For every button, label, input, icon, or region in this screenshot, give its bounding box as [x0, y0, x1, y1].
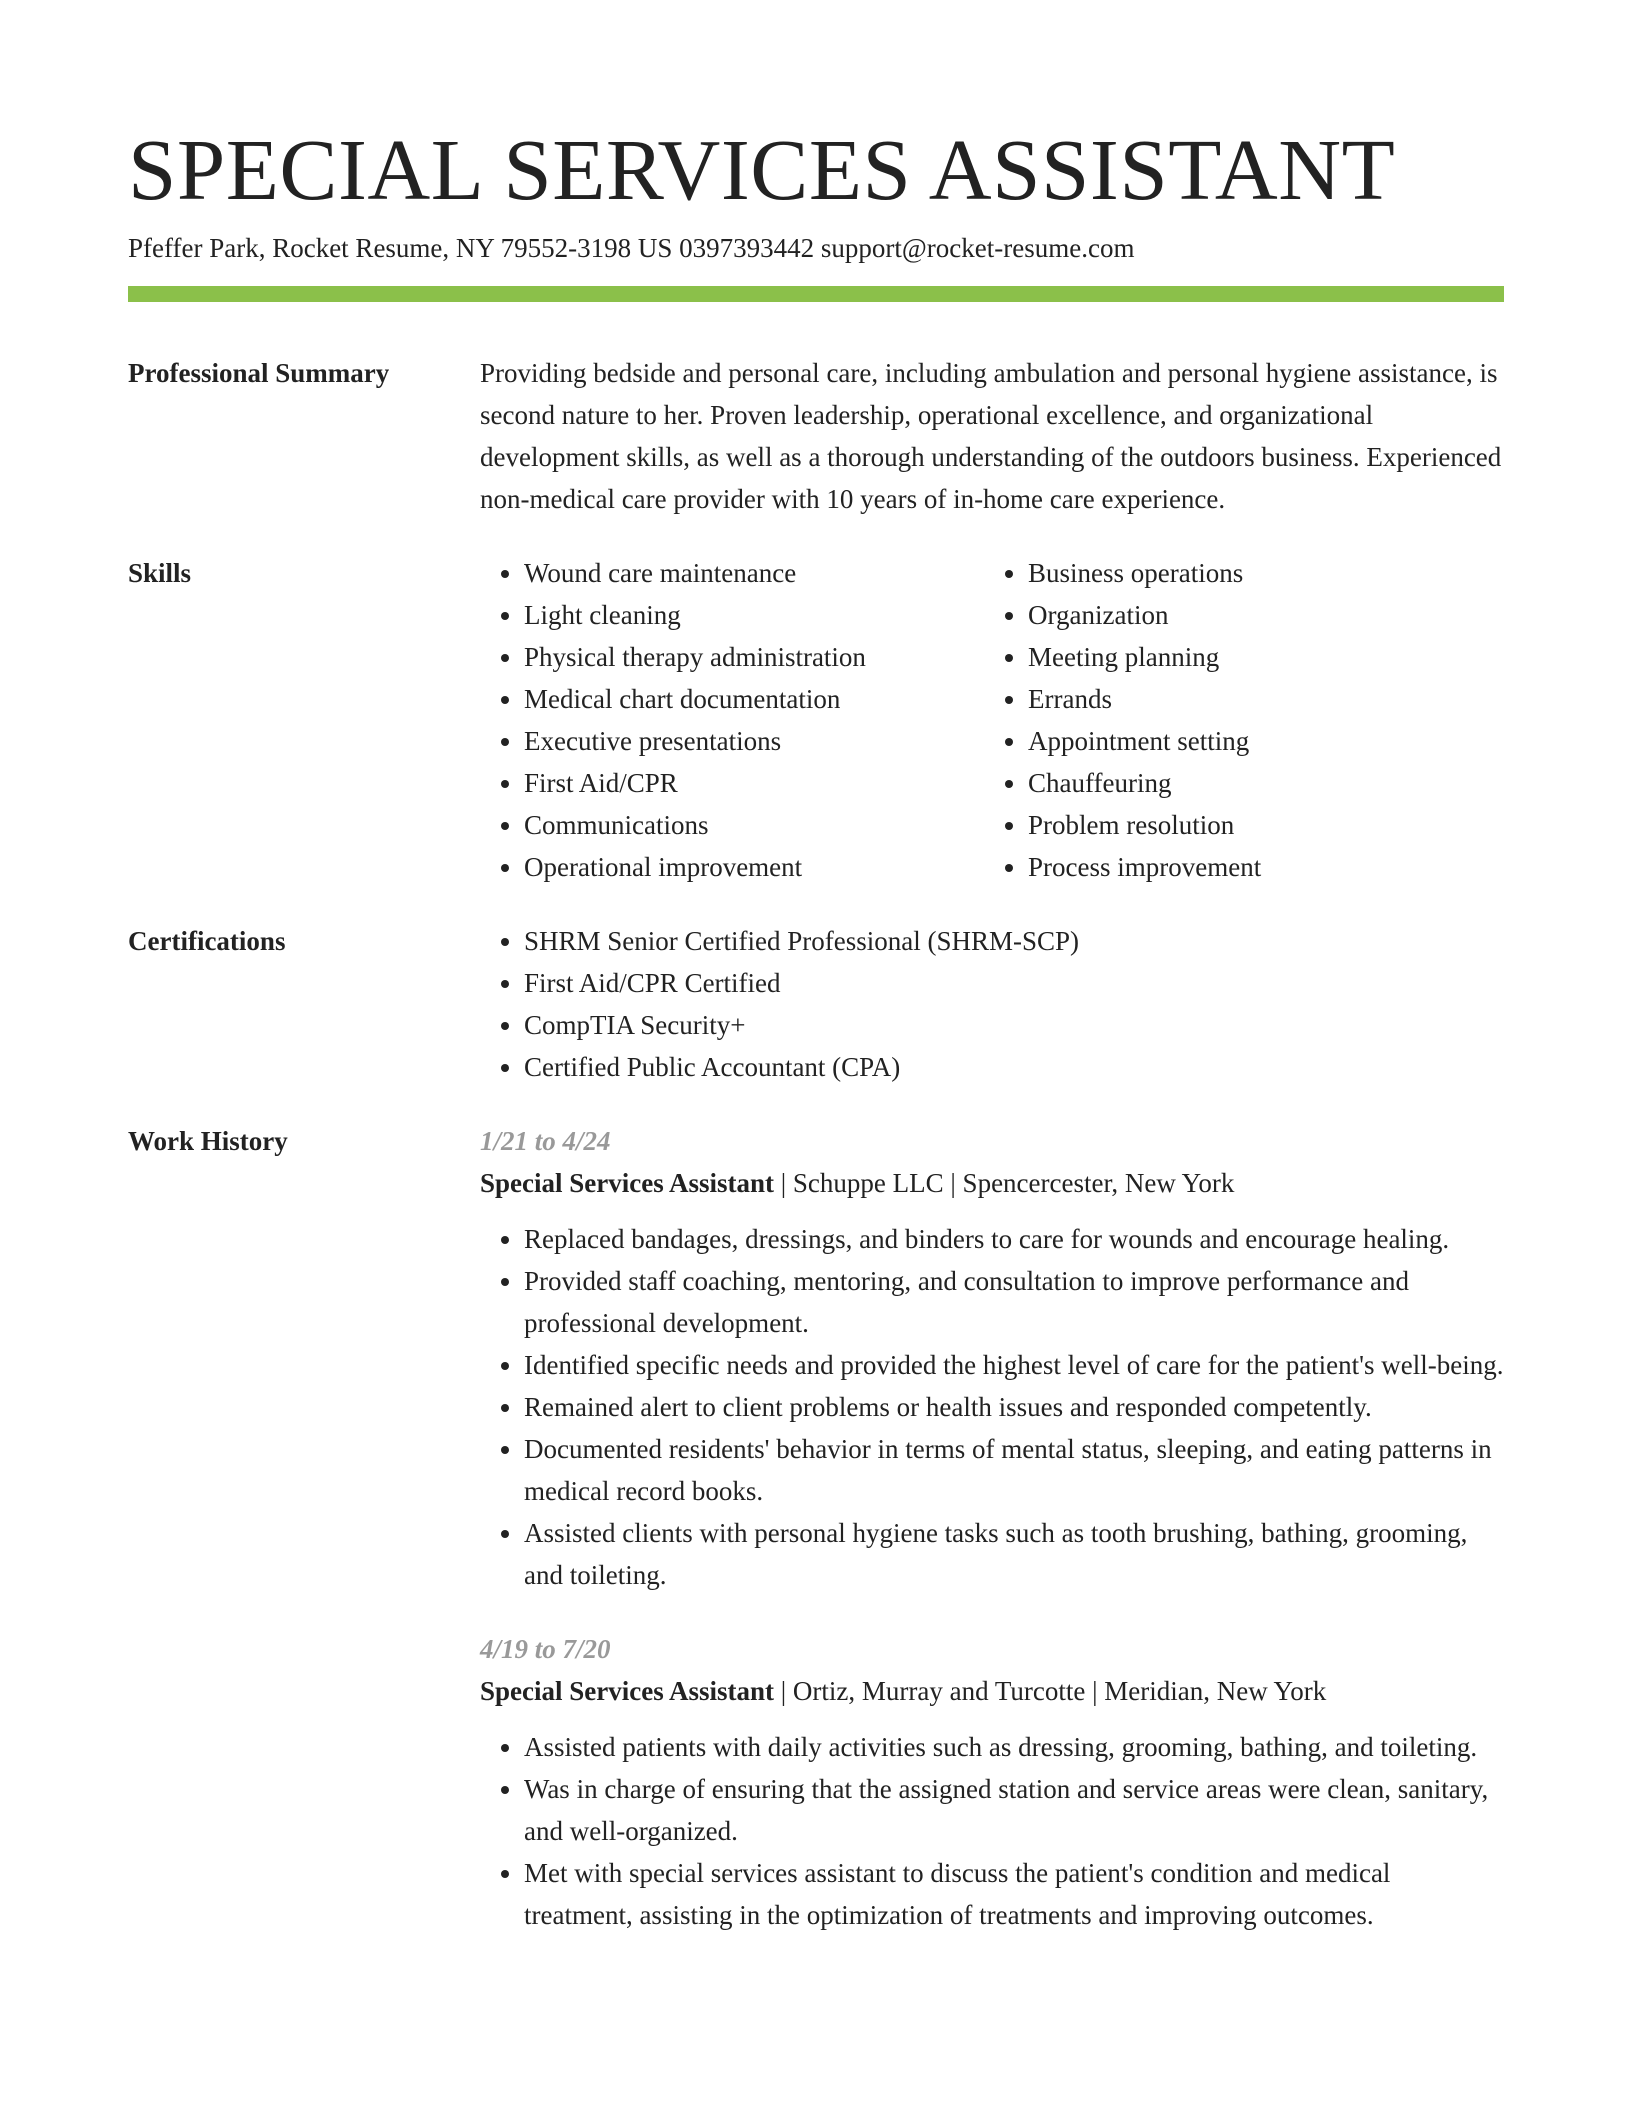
summary-title: Professional Summary	[128, 358, 390, 388]
certifications-list	[480, 920, 1504, 1088]
skills-section	[128, 552, 1504, 888]
skill-item: • Process improvement	[1028, 846, 1488, 888]
contact-line	[128, 230, 1504, 266]
certification-item: • First Aid/CPR Certified	[524, 962, 1504, 1004]
skill-item: • Chauffeuring	[1028, 762, 1488, 804]
skill-item: • Medical chart documentation	[524, 678, 984, 720]
certification-item: • CompTIA Security+	[524, 1004, 1504, 1046]
job-bullet: • Met with special services assistant to discuss the patient's condition and medical treatment, assisting in the optimization of treatments and improving outcomes.	[524, 1852, 1504, 1936]
skill-item: • Meeting planning	[1028, 636, 1488, 678]
job-bullets	[480, 1726, 1504, 1936]
certifications-title: Certifications	[128, 926, 286, 956]
job-bullet: • Documented residents' behavior in terms of mental status, sleeping, and eating patterns in medical record books.	[524, 1428, 1504, 1512]
skill-item: • Operational improvement	[524, 846, 984, 888]
job-company: | Ortiz, Murray and Turcotte	[774, 1676, 1085, 1706]
certification-item: • SHRM Senior Certified Professional (SHRM-SCP)	[524, 920, 1504, 962]
job-heading	[480, 1670, 1504, 1712]
certifications-body	[480, 920, 1504, 1088]
job-location: | Meridian, New York	[1085, 1676, 1326, 1706]
job-company: | Schuppe LLC	[774, 1168, 944, 1198]
skill-item: • Problem resolution	[1028, 804, 1488, 846]
summary-text: Providing bedside and personal care, including ambulation and personal hygiene assistance, is second nature to her. Proven leadership, operational excellence, and organizational development skills, as well as a thorough understanding of the outdoors business. Experienced non-medical care provider with 10 years of in-home care experience.	[480, 358, 1502, 514]
skills-body	[480, 552, 1504, 888]
job-bullet: • Remained alert to client problems or health issues and responded competently.	[524, 1386, 1504, 1428]
resume-name: SPECIAL SERVICES ASSISTANT	[128, 121, 1396, 218]
job-bullets	[480, 1218, 1504, 1596]
work-history-body	[480, 1120, 1504, 1936]
job-dates: 4/19 to 7/20	[480, 1634, 611, 1664]
work-history-section	[128, 1120, 1504, 1936]
job-entry	[480, 1628, 1504, 1936]
job-heading	[480, 1162, 1504, 1204]
skill-item: • Physical therapy administration	[524, 636, 984, 678]
job-bullet: • Assisted clients with personal hygiene tasks such as tooth brushing, bathing, grooming, and toileting.	[524, 1512, 1504, 1596]
summary-body	[480, 352, 1504, 520]
header-divider	[128, 286, 1504, 302]
certification-item: • Certified Public Accountant (CPA)	[524, 1046, 1504, 1088]
contact-address: Pfeffer Park, Rocket Resume, NY 79552-3198 US	[128, 233, 673, 263]
skill-item: • First Aid/CPR	[524, 762, 984, 804]
job-bullet: • Assisted patients with daily activities such as dressing, grooming, bathing, and toileting.	[524, 1726, 1504, 1768]
skill-item: • Wound care maintenance	[524, 552, 984, 594]
skill-item: • Appointment setting	[1028, 720, 1488, 762]
skill-item: • Light cleaning	[524, 594, 984, 636]
job-bullet: • Was in charge of ensuring that the assigned station and service areas were clean, sanitary, and well-organized.	[524, 1768, 1504, 1852]
skills-list-right	[984, 552, 1488, 888]
contact-email: support@rocket-resume.com	[820, 233, 1135, 263]
skill-item: • Errands	[1028, 678, 1488, 720]
job-role: Special Services Assistant	[480, 1676, 774, 1706]
skills-title: Skills	[128, 558, 192, 588]
job-dates: 1/21 to 4/24	[480, 1126, 611, 1156]
summary-section	[128, 352, 1504, 520]
job-bullet: • Provided staff coaching, mentoring, and consultation to improve performance and professional development.	[524, 1260, 1504, 1344]
job-bullet: • Identified specific needs and provided the highest level of care for the patient's well-being.	[524, 1344, 1504, 1386]
skills-list-left	[480, 552, 984, 888]
job-entry	[480, 1120, 1504, 1596]
skill-item: • Communications	[524, 804, 984, 846]
job-role: Special Services Assistant	[480, 1168, 774, 1198]
skill-item: • Executive presentations	[524, 720, 984, 762]
skill-item: • Business operations	[1028, 552, 1488, 594]
contact-phone: 0397393442	[679, 233, 815, 263]
job-bullet: • Replaced bandages, dressings, and binders to care for wounds and encourage healing.	[524, 1218, 1504, 1260]
resume-page	[128, 120, 1504, 1936]
skill-item: • Organization	[1028, 594, 1488, 636]
certifications-section	[128, 920, 1504, 1088]
job-location: | Spencercester, New York	[944, 1168, 1235, 1198]
work-history-title: Work History	[128, 1126, 288, 1156]
